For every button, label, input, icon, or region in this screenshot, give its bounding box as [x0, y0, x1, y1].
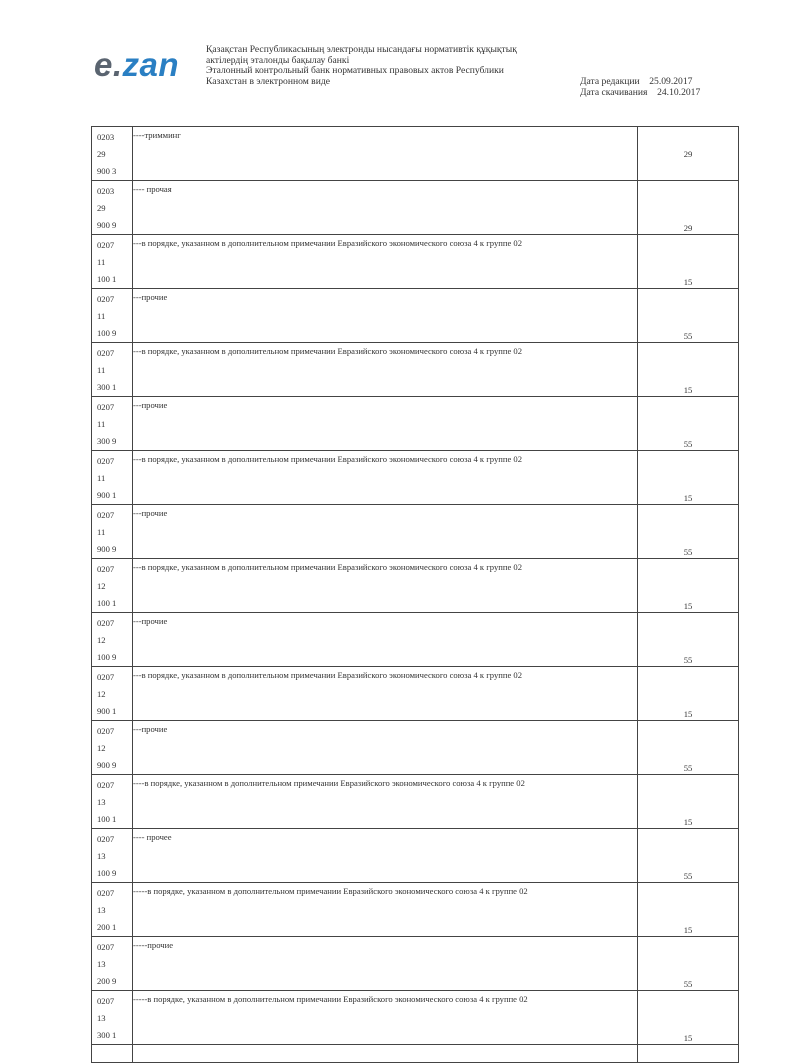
- code-part: 100 1: [97, 274, 117, 284]
- rate-cell: 15: [638, 883, 739, 937]
- code-cell: [92, 937, 133, 991]
- code-part: 0207: [97, 348, 115, 358]
- rate-cell: 15: [638, 991, 739, 1045]
- download-date-label: Дата скачивания: [580, 87, 648, 98]
- tariff-table: [91, 126, 739, 1063]
- code-part: 13: [97, 851, 106, 861]
- code-part: 0207: [97, 402, 115, 412]
- code-cell: [92, 235, 133, 289]
- code-part: 11: [97, 311, 106, 321]
- code-cell: [92, 721, 133, 775]
- rate-cell: 55: [638, 829, 739, 883]
- code-cell: [92, 343, 133, 397]
- description-cell: ----тримминг: [133, 127, 638, 181]
- code-part: 900 9: [97, 220, 117, 230]
- code-part: 0207: [97, 510, 115, 520]
- code-part: 13: [97, 905, 106, 915]
- code-part: 0207: [97, 240, 115, 250]
- rate-cell: 15: [638, 451, 739, 505]
- rate-cell: 55: [638, 505, 739, 559]
- rate-cell: 15: [638, 775, 739, 829]
- code-cell: [92, 613, 133, 667]
- code-part: 100 9: [97, 328, 117, 338]
- code-part: 900 1: [97, 490, 117, 500]
- code-part: 11: [97, 473, 106, 483]
- table-row: [92, 883, 739, 937]
- rate-cell: 55: [638, 937, 739, 991]
- table-row: [92, 235, 739, 289]
- code-cell: [92, 883, 133, 937]
- header-line-kz-2: актілердің эталонды бақылау банкі: [206, 54, 350, 66]
- empty-cell: [133, 1045, 638, 1063]
- table-row: [92, 343, 739, 397]
- rate-cell: 55: [638, 397, 739, 451]
- code-part: 12: [97, 743, 106, 753]
- code-part: 300 1: [97, 1030, 117, 1040]
- code-part: 0207: [97, 294, 115, 304]
- code-part: 0203: [97, 132, 115, 142]
- description-cell: ---в порядке, указанном в дополнительном примечании Евразийского экономического союза 4 к группе 02: [133, 343, 638, 397]
- code-cell: [92, 505, 133, 559]
- code-part: 100 1: [97, 814, 117, 824]
- table-row: [92, 775, 739, 829]
- code-part: 900 1: [97, 706, 117, 716]
- code-cell: [92, 289, 133, 343]
- code-part: 100 9: [97, 868, 117, 878]
- table-row: [92, 127, 739, 181]
- code-part: 11: [97, 257, 106, 267]
- code-part: 900 9: [97, 760, 117, 770]
- code-part: 0207: [97, 780, 115, 790]
- code-part: 11: [97, 365, 106, 375]
- edition-date-value: 25.09.2017: [649, 76, 693, 87]
- code-cell: [92, 397, 133, 451]
- table-row: [92, 721, 739, 775]
- code-part: 0207: [97, 942, 115, 952]
- code-part: 12: [97, 689, 106, 699]
- rate-cell: 15: [638, 667, 739, 721]
- table-row: [92, 181, 739, 235]
- edition-date-label: Дата редакции: [580, 76, 640, 87]
- code-part: 13: [97, 797, 106, 807]
- code-part: 0207: [97, 564, 115, 574]
- code-part: 200 1: [97, 922, 117, 932]
- table-row: [92, 451, 739, 505]
- description-cell: ---- прочая: [133, 181, 638, 235]
- logo-zan: zan: [122, 46, 180, 83]
- ezan-logo: [94, 48, 179, 81]
- table-row: [92, 289, 739, 343]
- rate-cell: 15: [638, 235, 739, 289]
- description-cell: ---в порядке, указанном в дополнительном примечании Евразийского экономического союза 4 к группе 02: [133, 559, 638, 613]
- code-part: 13: [97, 959, 106, 969]
- table-row: [92, 829, 739, 883]
- code-cell: [92, 775, 133, 829]
- code-part: 200 9: [97, 976, 117, 986]
- description-cell: ---прочие: [133, 397, 638, 451]
- table-row: [92, 397, 739, 451]
- code-part: 900 3: [97, 166, 117, 176]
- description-cell: ---в порядке, указанном в дополнительном примечании Евразийского экономического союза 4 к группе 02: [133, 451, 638, 505]
- code-cell: [92, 181, 133, 235]
- rate-cell: 15: [638, 559, 739, 613]
- download-date-value: 24.10.2017: [657, 87, 701, 98]
- rate-cell: 55: [638, 721, 739, 775]
- description-cell: ---в порядке, указанном в дополнительном примечании Евразийского экономического союза 4 к группе 02: [133, 667, 638, 721]
- description-cell: ---прочие: [133, 613, 638, 667]
- code-part: 100 9: [97, 652, 117, 662]
- code-part: 100 1: [97, 598, 117, 608]
- code-part: 29: [97, 203, 106, 213]
- rate-cell: 55: [638, 613, 739, 667]
- empty-cell: [92, 1045, 133, 1063]
- code-part: 0207: [97, 834, 115, 844]
- rate-cell: 55: [638, 289, 739, 343]
- logo-e: e.: [94, 46, 123, 83]
- code-part: 11: [97, 419, 106, 429]
- code-part: 0207: [97, 618, 115, 628]
- code-cell: [92, 829, 133, 883]
- code-cell: [92, 127, 133, 181]
- code-part: 11: [97, 527, 106, 537]
- table-row: [92, 559, 739, 613]
- table-row-empty: [92, 1045, 739, 1063]
- header-line-kz-1: Қазақстан Республикасының электронды нысандағы нормативтік құқықтық: [206, 44, 517, 55]
- code-cell: [92, 451, 133, 505]
- table-row: [92, 613, 739, 667]
- description-cell: -----в порядке, указанном в дополнительном примечании Евразийского экономического союза 4 к группе 02: [133, 991, 638, 1045]
- code-part: 900 9: [97, 544, 117, 554]
- rate-cell: 29: [638, 181, 739, 235]
- code-part: 300 9: [97, 436, 117, 446]
- code-part: 13: [97, 1013, 106, 1023]
- description-cell: ---в порядке, указанном в дополнительном примечании Евразийского экономического союза 4 к группе 02: [133, 235, 638, 289]
- code-part: 0207: [97, 456, 115, 466]
- table-row: [92, 667, 739, 721]
- description-cell: ---прочие: [133, 505, 638, 559]
- table-row: [92, 991, 739, 1045]
- code-part: 0203: [97, 186, 115, 196]
- description-cell: ---- прочее: [133, 829, 638, 883]
- description-cell: ---прочие: [133, 289, 638, 343]
- rate-cell: 29: [638, 127, 739, 181]
- code-part: 0207: [97, 996, 115, 1006]
- table-row: [92, 937, 739, 991]
- document-dates: [580, 76, 700, 98]
- description-cell: -----в порядке, указанном в дополнительном примечании Евразийского экономического союза 4 к группе 02: [133, 883, 638, 937]
- description-cell: ---прочие: [133, 721, 638, 775]
- description-cell: ----в порядке, указанном в дополнительном примечании Евразийского экономического союза 4 к группе 02: [133, 775, 638, 829]
- rate-cell: 15: [638, 343, 739, 397]
- header-line-ru-1: Эталонный контрольный банк нормативных правовых актов Республики: [206, 65, 504, 77]
- code-part: 0207: [97, 888, 115, 898]
- code-part: 0207: [97, 672, 115, 682]
- code-part: 0207: [97, 726, 115, 736]
- description-cell: -----прочие: [133, 937, 638, 991]
- code-part: 12: [97, 581, 106, 591]
- code-part: 29: [97, 149, 106, 159]
- code-cell: [92, 991, 133, 1045]
- code-cell: [92, 667, 133, 721]
- header-text: [206, 45, 517, 87]
- code-cell: [92, 559, 133, 613]
- header-line-ru-2: Казахстан в электронном виде: [206, 75, 330, 87]
- code-part: 12: [97, 635, 106, 645]
- empty-cell: [638, 1045, 739, 1063]
- code-part: 300 1: [97, 382, 117, 392]
- table-row: [92, 505, 739, 559]
